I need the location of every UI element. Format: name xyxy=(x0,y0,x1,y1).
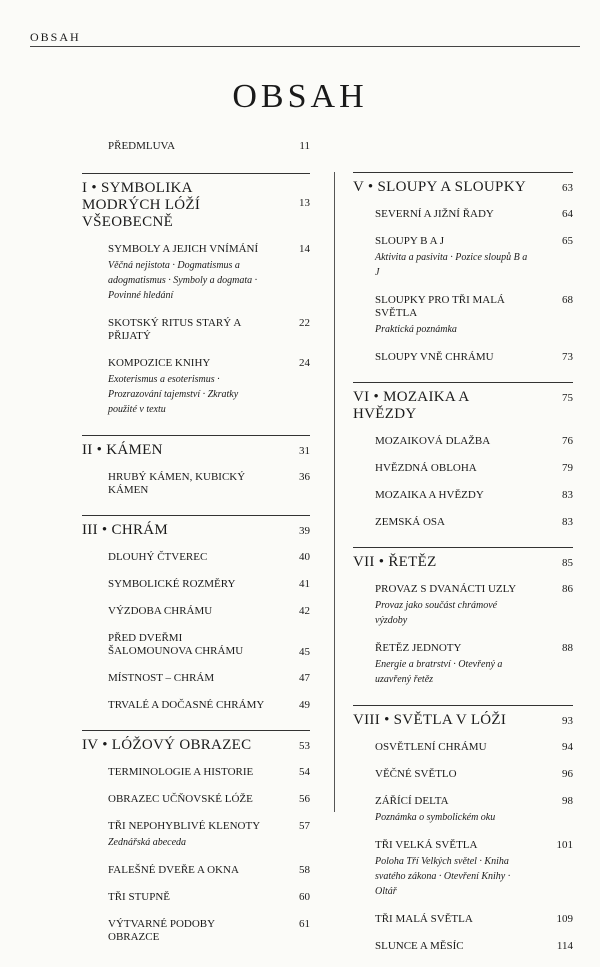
toc-entry-title: ZEMSKÁ OSA xyxy=(375,516,445,528)
toc-page-number: 64 xyxy=(562,208,573,220)
toc-entry[interactable] xyxy=(108,891,310,904)
toc-entry[interactable] xyxy=(108,820,310,850)
toc-chapter[interactable] xyxy=(82,515,310,539)
toc-entry-title: VÝZDOBA CHRÁMU xyxy=(108,605,213,617)
toc-entry-title: TŘI VELKÁ SVĚTLA xyxy=(375,839,478,851)
toc-entry-title: VÝTVARNÉ PODOBY OBRAZCE xyxy=(108,918,215,943)
toc-chapter-title: I • SYMBOLIKA MODRÝCH LÓŽÍ VŠEOBECNĚ xyxy=(82,180,201,230)
toc-chapter[interactable] xyxy=(82,173,310,231)
toc-chapter-title: VII • ŘETĚZ xyxy=(353,554,437,570)
toc-entry-title: SYMBOLICKÉ ROZMĚRY xyxy=(108,578,236,590)
toc-chapter[interactable] xyxy=(353,547,573,571)
toc-entry-title: SKOTSKÝ RITUS STARÝ A PŘIJATÝ xyxy=(108,317,241,342)
toc-page-number: 60 xyxy=(299,891,310,903)
toc-entry[interactable] xyxy=(375,351,573,364)
toc-entry[interactable] xyxy=(375,294,573,337)
toc-page-number: 45 xyxy=(299,646,310,658)
toc-entry-title: TERMINOLOGIE A HISTORIE xyxy=(108,766,254,778)
toc-entry[interactable] xyxy=(108,864,310,877)
toc-entry-title: ZÁŘÍCÍ DELTA xyxy=(375,795,449,807)
toc-page-number: 114 xyxy=(556,940,573,952)
toc-entry[interactable] xyxy=(375,642,573,687)
toc-entry[interactable] xyxy=(375,489,573,502)
toc-entry[interactable] xyxy=(375,462,573,475)
toc-entry-subtopics: Exoterismus a esoterismus · Prozrazování tajemství · Zkratky použité v textu xyxy=(108,374,239,415)
toc-chapter[interactable] xyxy=(353,382,573,423)
toc-page-number: 49 xyxy=(299,699,310,711)
toc-entry-title: FALEŠNÉ DVEŘE A OKNA xyxy=(108,864,239,876)
toc-entry[interactable] xyxy=(375,768,573,781)
toc-page-number: 36 xyxy=(299,471,310,483)
toc-entry-title: OBRAZEC UČŇOVSKÉ LÓŽE xyxy=(108,793,253,805)
toc-entry-title: MOZAIKA A HVĚZDY xyxy=(375,489,484,501)
toc-entry[interactable] xyxy=(108,605,310,618)
toc-entry-subtopics: Poloha Tří Velkých světel · Kniha svatého zákona · Otevření Knihy · Oltář xyxy=(375,856,511,897)
toc-page-number: 88 xyxy=(562,642,573,654)
toc-chapter-title: IV • LÓŽOVÝ OBRAZEC xyxy=(82,737,252,753)
toc-entry-title: SYMBOLY A JEJICH VNÍMÁNÍ xyxy=(108,243,259,255)
toc-chapter-title: V • SLOUPY A SLOUPKY xyxy=(353,179,526,195)
toc-entry-title: PŘED DVEŘMI ŠALOMOUNOVA CHRÁMU xyxy=(108,632,244,657)
toc-entry-title: MOZAIKOVÁ DLAŽBA xyxy=(375,435,491,447)
toc-page-number: 83 xyxy=(562,489,573,501)
toc-entry[interactable] xyxy=(375,583,573,628)
toc-entry[interactable] xyxy=(108,672,310,685)
toc-entry-title: KOMPOZICE KNIHY xyxy=(108,357,211,369)
toc-page-number: 76 xyxy=(562,435,573,447)
toc-entry[interactable] xyxy=(108,918,310,944)
toc-page-number: 47 xyxy=(299,672,310,684)
toc-page-number: 61 xyxy=(299,918,310,930)
toc-entry-title: OSVĚTLENÍ CHRÁMU xyxy=(375,741,487,753)
toc-entry[interactable] xyxy=(108,471,310,497)
toc-entry-title: HRUBÝ KÁMEN, KUBICKÝ KÁMEN xyxy=(108,471,246,496)
toc-entry-title: SLOUPY B A J xyxy=(375,235,444,247)
toc-entry-subtopics: Praktická poznámka xyxy=(375,324,457,335)
toc-entry-title: PROVAZ S DVANÁCTI UZLY xyxy=(375,583,517,595)
toc-chapter-title: VI • MOZAIKA A HVĚZDY xyxy=(353,389,469,422)
toc-entry[interactable] xyxy=(375,940,573,953)
toc-page-number: 56 xyxy=(299,793,310,805)
toc-entry[interactable] xyxy=(375,208,573,221)
toc-page-number: 41 xyxy=(299,578,310,590)
toc-page-number: 14 xyxy=(299,243,310,255)
column-divider xyxy=(334,172,335,812)
toc-right-column xyxy=(353,140,573,967)
toc-entry-title: VĚČNÉ SVĚTLO xyxy=(375,768,457,780)
toc-page-number: 31 xyxy=(299,445,310,457)
toc-page-number: 63 xyxy=(562,182,573,194)
toc-page-number: 73 xyxy=(562,351,573,363)
toc-entry-subtopics: Věčná nejistota · Dogmatismus a adogmatismus · Symboly a dogmata · Povinné hledání xyxy=(108,260,258,301)
toc-page-number: 98 xyxy=(562,795,573,807)
toc-page-number: 75 xyxy=(562,392,573,404)
toc-entry-title: TRVALÉ A DOČASNÉ CHRÁMY xyxy=(108,699,265,711)
toc-page-number: 83 xyxy=(562,516,573,528)
toc-entry[interactable] xyxy=(108,317,310,343)
toc-chapter[interactable] xyxy=(82,435,310,459)
toc-left-column xyxy=(82,140,310,958)
toc-entry-title: TŘI MALÁ SVĚTLA xyxy=(375,913,473,925)
toc-entry-title: ŘETĚZ JEDNOTY xyxy=(375,642,462,654)
header-rule xyxy=(30,46,580,47)
toc-chapter[interactable] xyxy=(82,730,310,754)
toc-page-number: 109 xyxy=(556,913,573,925)
toc-page-number: 40 xyxy=(299,551,310,563)
toc-chapter[interactable] xyxy=(353,705,573,729)
toc-entry[interactable] xyxy=(375,913,573,926)
toc-entry-title: TŘI STUPNĚ xyxy=(108,891,171,903)
toc-page-number: 13 xyxy=(299,197,310,209)
toc-entry[interactable] xyxy=(108,793,310,806)
toc-entry-title: SLOUPKY PRO TŘI MALÁ SVĚTLA xyxy=(375,294,505,319)
toc-entry[interactable] xyxy=(108,140,310,153)
running-head: OBSAH xyxy=(30,30,81,44)
toc-entry[interactable] xyxy=(375,741,573,754)
toc-entry[interactable] xyxy=(108,243,310,303)
toc-page-number: 96 xyxy=(562,768,573,780)
toc-page-number: 93 xyxy=(562,715,573,727)
toc-entry-subtopics: Energie a bratrství · Otevřený a uzavřený řetěz xyxy=(375,659,503,685)
toc-entry-subtopics: Aktivita a pasivita · Pozice sloupů B a J xyxy=(375,252,528,278)
toc-entry[interactable] xyxy=(375,235,573,280)
toc-entry-title: SLOUPY VNĚ CHRÁMU xyxy=(375,351,494,363)
toc-entry[interactable] xyxy=(375,795,573,825)
toc-entry[interactable] xyxy=(108,357,310,417)
toc-chapter-title: III • CHRÁM xyxy=(82,522,169,538)
toc-entry-subtopics: Poznámka o symbolickém oku xyxy=(375,812,496,823)
toc-page-number: 65 xyxy=(562,235,573,247)
toc-page-number: 53 xyxy=(299,740,310,752)
toc-entry[interactable] xyxy=(108,632,310,658)
toc-entry-title: PŘEDMLUVA xyxy=(108,140,176,152)
toc-entry-title: MÍSTNOST – CHRÁM xyxy=(108,672,215,684)
toc-entry-title: DLOUHÝ ČTVEREC xyxy=(108,551,208,563)
toc-entry[interactable] xyxy=(375,435,573,448)
toc-entry[interactable] xyxy=(108,766,310,779)
toc-page-number: 54 xyxy=(299,766,310,778)
toc-page-number: 39 xyxy=(299,525,310,537)
toc-page-number: 22 xyxy=(299,317,310,329)
toc-page-number: 42 xyxy=(299,605,310,617)
toc-entry[interactable] xyxy=(375,839,573,899)
toc-chapter-title: VIII • SVĚTLA V LÓŽI xyxy=(353,712,507,728)
toc-page-number: 11 xyxy=(299,140,310,152)
toc-entry[interactable] xyxy=(108,578,310,591)
toc-page-number: 86 xyxy=(562,583,573,595)
toc-page-number: 24 xyxy=(299,357,310,369)
toc-entry-title: SEVERNÍ A JIŽNÍ ŘADY xyxy=(375,208,494,220)
toc-chapter[interactable] xyxy=(353,172,573,196)
toc-page-number: 79 xyxy=(562,462,573,474)
toc-page-number: 68 xyxy=(562,294,573,306)
toc-entry-title: SLUNCE A MĚSÍC xyxy=(375,940,464,952)
toc-entry[interactable] xyxy=(375,516,573,529)
toc-entry[interactable] xyxy=(108,551,310,564)
toc-entry-subtopics: Provaz jako součást chrámové výzdoby xyxy=(375,600,498,626)
toc-page-number: 57 xyxy=(299,820,310,832)
toc-entry-title: HVĚZDNÁ OBLOHA xyxy=(375,462,477,474)
toc-page-number: 101 xyxy=(556,839,573,851)
toc-page-number: 94 xyxy=(562,741,573,753)
page-title: OBSAH xyxy=(232,78,368,115)
toc-entry-subtopics: Zednářská abeceda xyxy=(108,837,187,848)
toc-page-number: 58 xyxy=(299,864,310,876)
toc-page-number: 85 xyxy=(562,557,573,569)
toc-entry-title: TŘI NEPOHYBLIVÉ KLENOTY xyxy=(108,820,261,832)
toc-entry[interactable] xyxy=(108,699,310,712)
toc-chapter-title: II • KÁMEN xyxy=(82,442,163,458)
